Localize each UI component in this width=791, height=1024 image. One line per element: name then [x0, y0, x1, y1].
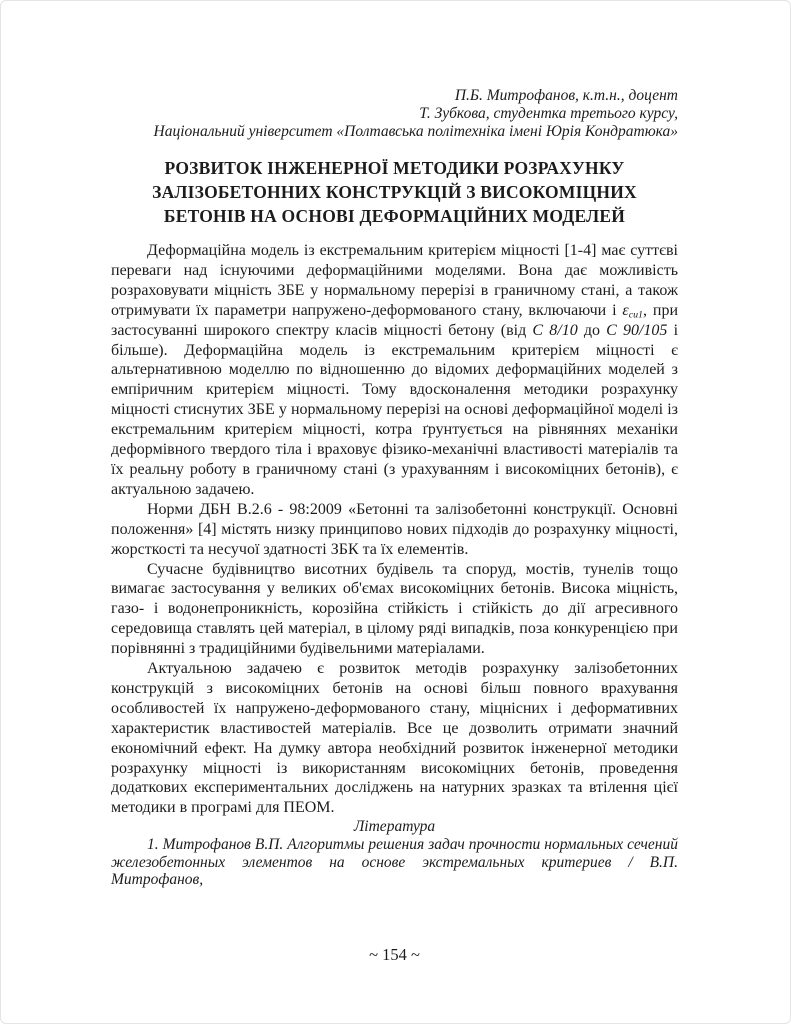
paragraph-2: Норми ДБН В.2.6 - 98:2009 «Бетонні та залізобетонні конструкції. Основні положення» [4] містять низку принципово нових підходів до розрахунку міцності, жорсткості та несучої здатності ЗБК та їх елементів.: [111, 500, 678, 558]
paragraph-1-text-d: і більше). Деформаційна модель із екстремальним критерієм міцності є альтернативною моделлю по відношенню до відомих деформаційних моделей з емпіричним критерієм міцності. Тому вдосконалення методики розрахунку міцності стиснутих ЗБЕ у нормальному перерізі на основі деформаційної моделі із екстремальним критерієм міцності, котра ґрунтується на рівняннях механіки деформівного твердого тіла і враховує фізико-механічні властивості матеріалів та їх реальну роботу в граничному стані (з урахуванням і високоміцних бетонів), є актуальною задачею.: [111, 321, 679, 498]
affiliation-line: Національний університет «Полтавська політехніка імені Юрія Кондратюка»: [153, 123, 678, 140]
author-block: [111, 87, 678, 141]
literature-heading: Література: [353, 818, 436, 836]
title-line-3: БЕТОНІВ НА ОСНОВІ ДЕФОРМАЦІЙНИХ МОДЕЛЕЙ: [163, 206, 626, 226]
paragraph-1-text-c: до: [577, 321, 607, 339]
title-line-2: ЗАЛІЗОБЕТОННИХ КОНСТРУКЦІЙ З ВИСОКОМІЦНИХ: [152, 182, 637, 202]
paragraph-4: Актуальною задачею є розвиток методів розрахунку залізобетонних конструкцій з високоміцних бетонів на основі більш повного врахування особливостей їх напружено-деформованого стану, міцнісних і деформативних характеристик властивостей матеріалів. Все це дозволить отримати значний економічний ефект. На думку автора необхідний розвиток інженерної методики розрахунку міцності із використанням високоміцних бетонів, проведення додаткових експериментальних досліджень на натурних зразках та втілення цієї методики в програмі для ПЕОМ.: [111, 660, 678, 817]
title-line-1: РОЗВИТОК ІНЖЕНЕРНОЇ МЕТОДИКИ РОЗРАХУНКУ: [164, 158, 625, 178]
paragraph-1-text-b: , при застосуванні широкого спектру класів міцності бетону (від: [111, 301, 679, 339]
page-number: ~ 154 ~: [369, 945, 420, 964]
author-line-2: Т. Зубкова, студентка третього курсу,: [419, 105, 678, 122]
author-line-1: П.Б. Митрофанов, к.т.н., доцент: [454, 87, 678, 104]
paragraph-1: [111, 241, 678, 500]
page-content: [111, 87, 678, 889]
paragraph-3: Сучасне будівництво висотних будівель та споруд, мостів, тунелів тощо вимагає застосування у великих об'ємах високоміцних бетонів. Висока міцність, газо- і водонепроникність, корозійна стійкість і стійкість до дії агресивного середовища ставлять цей матеріал, в цілому ряді випадків, поза конкуренцією при порівнянні з традиційними будівельними матеріалами.: [111, 560, 678, 658]
epsilon-cu1-symbol: $\varepsilon_{cu1}$: [622, 301, 644, 321]
paragraph-1-text-a: Деформаційна модель із екстремальним критерієм міцності [1-4] має суттєві переваги над існуючими деформаційними моделями. Вона дає можливість розраховувати міцність ЗБЕ у нормальному перерізі в граничному стані, а також отримувати їх параметри напружено-деформованого стану, включаючи і: [111, 242, 678, 319]
concrete-class-low: C 8/10: [532, 321, 578, 339]
paper-title: [111, 156, 678, 228]
literature-reference-1: 1. Митрофанов В.П. Алгоритмы решения задач прочности нормальных сечений железобетонных элементов на основе экстремальных критериев / В.П. Митрофанов,: [111, 836, 678, 889]
concrete-class-high: C 90/105: [606, 321, 668, 339]
